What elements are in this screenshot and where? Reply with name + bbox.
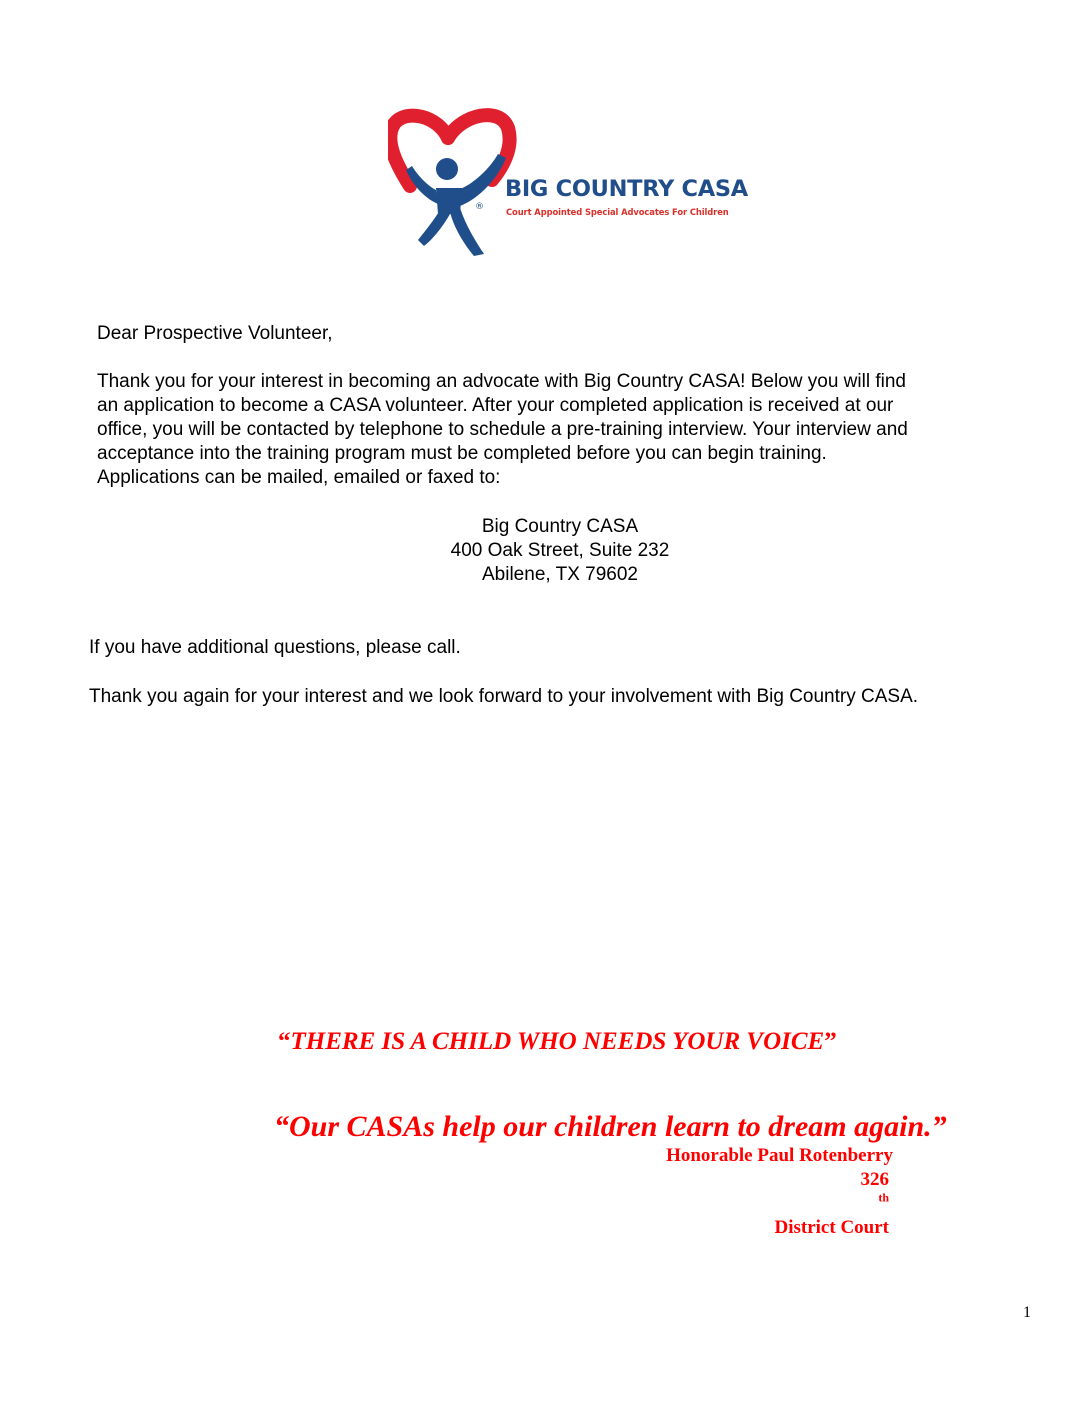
paragraph-line: an application to become a CASA volunteer. After your completed application is received at our [97,395,894,416]
slogan [278,1028,837,1056]
attribution-court [560,1168,893,1240]
court-number: 326 [860,1169,889,1190]
court-suffix: th [878,1190,889,1205]
court-rest: District Court [774,1217,889,1238]
closing-line: Thank you again for your interest and we look forward to your involvement with Big Country CASA. [89,686,919,707]
paragraph-line: office, you will be contacted by telephone to schedule a pre-training interview. Your interview and [97,419,908,440]
body-paragraph [97,370,908,490]
person-head [436,158,458,180]
judge-quote: “Our CASAs help our children learn to dream again.” [274,1110,947,1143]
address-line: Big Country CASA [481,516,639,537]
casa-logo [388,108,748,260]
salutation: Dear Prospective Volunteer, [97,323,333,344]
paragraph-line: Applications can be mailed, emailed or faxed to: [97,467,501,488]
slogan-open-quote: “ [278,1028,291,1055]
paragraph-line: acceptance into the training program must be completed before you can begin training. [97,443,827,464]
logo-title: BIG COUNTRY CASA [505,176,748,202]
attribution-name: Honorable Paul Rotenberry [666,1145,893,1166]
page-number: 1 [1023,1304,1031,1321]
person-left-leg [418,210,450,246]
quote-attribution [560,1144,893,1240]
address-line: 400 Oak Street, Suite 232 [450,540,670,561]
person-right-leg [450,208,484,256]
address-line: Abilene, TX 79602 [482,564,638,585]
registered-mark: ® [475,202,484,212]
logo-tagline: Court Appointed Special Advocates For Children [506,207,729,217]
questions-line: If you have additional questions, please call. [89,637,461,658]
slogan-text: THERE IS A CHILD WHO NEEDS YOUR VOICE [290,1028,825,1055]
mailing-address [360,515,760,587]
slogan-close-quote: ” [824,1028,837,1055]
paragraph-line: Thank you for your interest in becoming an advocate with Big Country CASA! Below you will find [97,371,906,392]
